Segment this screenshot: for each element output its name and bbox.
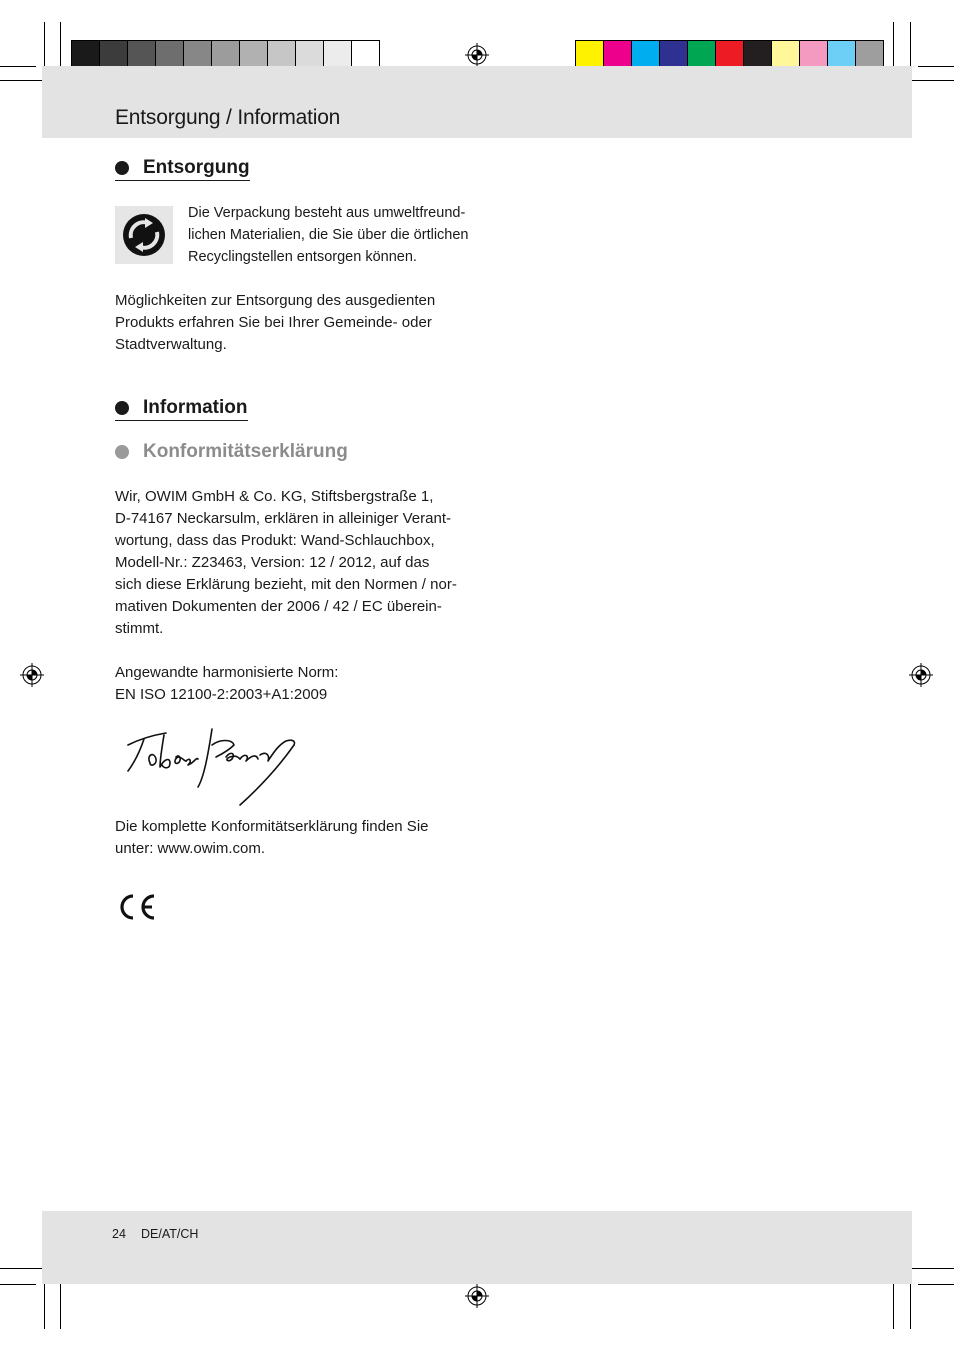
color-swatch xyxy=(856,41,883,69)
footer-band xyxy=(42,1211,912,1284)
text-line: unter: www.owim.com. xyxy=(115,840,266,857)
color-swatch xyxy=(632,41,660,69)
text-line: Produkts erfahren Sie bei Ihrer Gemeinde- oder xyxy=(115,314,432,331)
disposal-text xyxy=(115,290,435,356)
signature xyxy=(120,715,310,810)
page-number: 24 xyxy=(112,1227,126,1241)
color-swatch xyxy=(576,41,604,69)
packaging-text xyxy=(188,202,469,268)
section-heading-conformity xyxy=(115,441,348,463)
text-line: Recyclingstellen entsorgen können. xyxy=(188,249,417,265)
color-swatch xyxy=(800,41,828,69)
gray-swatch xyxy=(296,41,324,69)
color-swatch xyxy=(828,41,856,69)
registration-mark-icon xyxy=(464,42,490,68)
gray-swatch xyxy=(240,41,268,69)
text-line: lichen Materialien, die Sie über die örtlichen xyxy=(188,227,469,243)
text-line: Wir, OWIM GmbH & Co. KG, Stiftsbergstraße 1, xyxy=(115,488,434,505)
section-heading-label: Konformitätserklärung xyxy=(143,441,348,462)
gray-swatch xyxy=(352,41,379,69)
section-heading-disposal xyxy=(115,157,250,181)
bullet-icon xyxy=(115,401,129,415)
page-title: Entsorgung / Information xyxy=(115,106,341,129)
recycling-icon xyxy=(115,206,173,264)
text-line: D-74167 Neckarsulm, erklären in alleiniger Verant- xyxy=(115,510,451,527)
text-line: EN ISO 12100-2:2003+A1:2009 xyxy=(115,686,328,703)
registration-mark-icon xyxy=(464,1283,490,1309)
text-line: Die komplette Konformitätserklärung finden Sie xyxy=(115,818,429,835)
locale-label: DE/AT/CH xyxy=(141,1227,199,1241)
gray-swatch xyxy=(184,41,212,69)
section-heading-information xyxy=(115,397,248,421)
text-line: Angewandte harmonisierte Norm: xyxy=(115,664,339,681)
ce-mark-icon xyxy=(114,892,158,922)
text-line: mativen Dokumenten der 2006 / 42 / EC überein- xyxy=(115,598,442,615)
color-swatch xyxy=(744,41,772,69)
section-heading-label: Entsorgung xyxy=(143,157,250,178)
gray-swatch xyxy=(268,41,296,69)
text-line: Modell-Nr.: Z23463, Version: 12 / 2012, auf das xyxy=(115,554,430,571)
section-heading-label: Information xyxy=(143,397,248,418)
text-line: Die Verpackung besteht aus umweltfreund- xyxy=(188,205,466,221)
text-line: Möglichkeiten zur Entsorgung des ausgedienten xyxy=(115,292,436,309)
gray-swatch xyxy=(324,41,352,69)
gray-swatch xyxy=(156,41,184,69)
text-line: sich diese Erklärung bezieht, mit den Normen / nor- xyxy=(115,576,457,593)
text-line: wortung, dass das Produkt: Wand-Schlauchbox, xyxy=(115,532,435,549)
complete-declaration-text xyxy=(115,816,429,860)
color-swatch xyxy=(772,41,800,69)
text-line: Stadtverwaltung. xyxy=(115,336,227,353)
gray-swatch xyxy=(100,41,128,69)
conformity-text xyxy=(115,486,457,640)
text-line: stimmt. xyxy=(115,620,164,637)
color-swatch xyxy=(604,41,632,69)
color-swatch xyxy=(688,41,716,69)
gray-swatch xyxy=(212,41,240,69)
bullet-icon xyxy=(115,445,129,459)
registration-mark-icon xyxy=(908,662,934,688)
bullet-icon xyxy=(115,161,129,175)
registration-mark-icon xyxy=(19,662,45,688)
norm-text xyxy=(115,662,338,706)
color-swatch xyxy=(660,41,688,69)
gray-swatch xyxy=(72,41,100,69)
gray-swatch xyxy=(128,41,156,69)
color-swatch xyxy=(716,41,744,69)
